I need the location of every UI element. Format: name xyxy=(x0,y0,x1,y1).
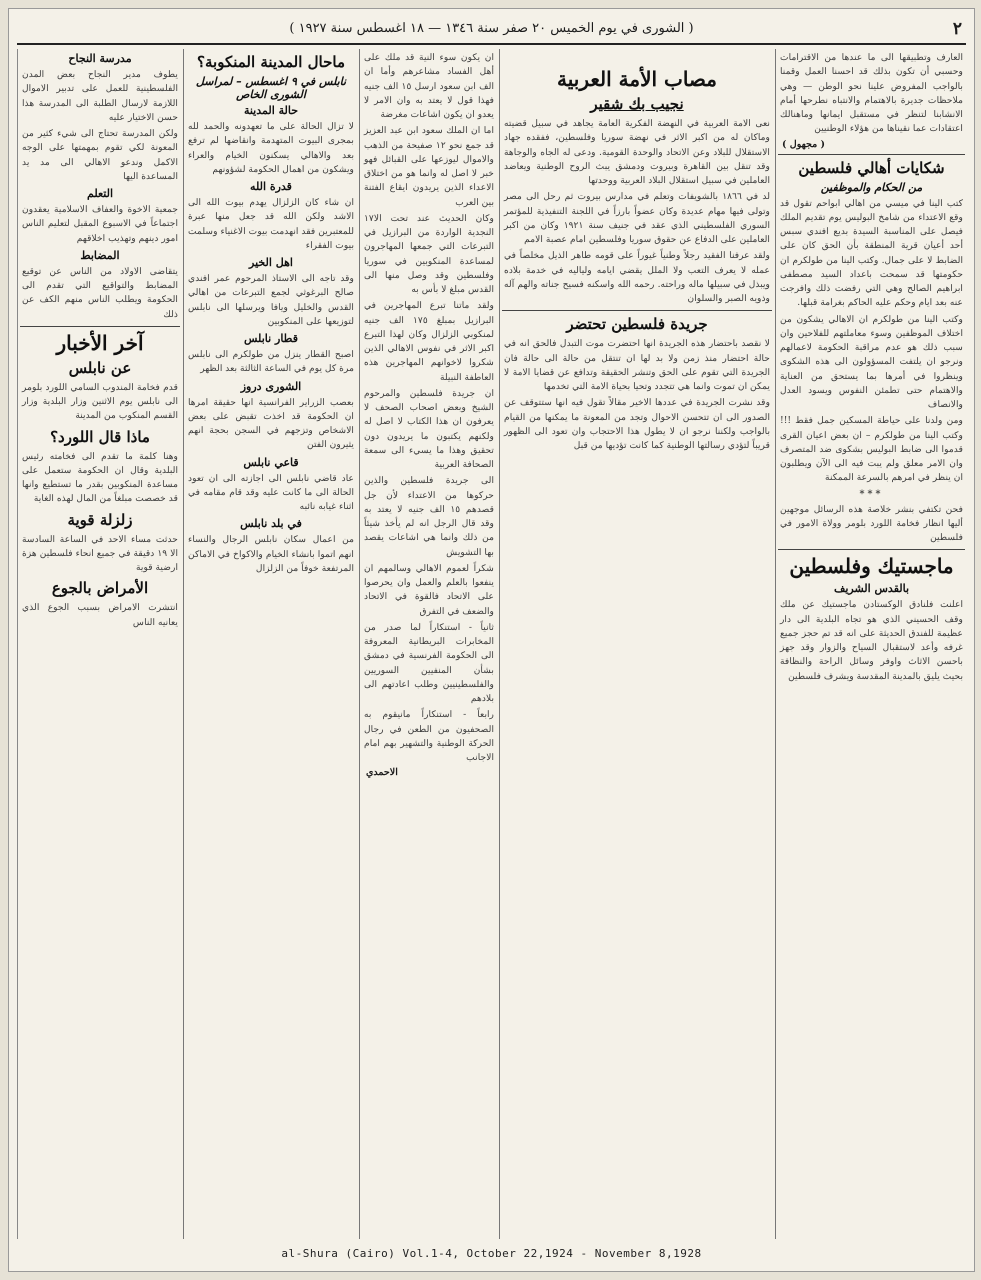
columns-frame xyxy=(17,49,967,1239)
col3-body9: رابعاً - استنكاراً مانيقوم به الصحفيون من الطعن في رجال الحركة الوطنية والتشهير بهم امام الاجانب xyxy=(364,709,494,763)
col1-intro: العارف وتطبيقها الى ما عندها من الاقترامات وحسبي أن تكون بذلك قد احسنا العمل وقمنا بالواجب المفروض علينا نحو الوطن — وهي ملاحظات جديرة بالاهتمام والانتباه نطرحها أمام الانشابنا لتنظر في مستقبل ايمانها وماهنالك اعتقادات عما نقيناها من هؤلاء الوطنيين xyxy=(780,52,963,135)
col2-headline: مصاب الأمة العربية xyxy=(557,67,717,91)
col3-body3: وكان الحديث عند تحت الا١٧ النجدية الواردة من البرازيل في التبرعات التي جمعها المهاجرون لمساعدة المنكوبين في سوريا وفلسطين وقد وصل منها الى القدس مبلغ لا بأس به xyxy=(364,212,494,295)
col3-body2: اما ان الملك سعود ابن عبد العزيز قد جمع نحو ١٢ صفيحة من الذهب والاموال ليوزعها على القبائل فهو خبر لا اصل له وانما هو من اختلاق الاعداء الذين يريدون ايقاع الفتنة بين العرب xyxy=(364,125,495,208)
col5-body2: ولكن المدرسة تحتاج الى شيء كثير من المعونة لكي تقوم بمهمتها على الوجه الاكمل وندعو الاهالي الى مد يد المساعدة اليها xyxy=(22,128,178,182)
date-header: ( الشورى في يوم الخميس ٢٠ صفر سنة ١٣٤٦ — ١٨ اغسطس سنة ١٩٢٧ ) xyxy=(289,21,694,36)
col1-body1: كتب الينا في ميسي من اهالي ابواحم تقول قد وقع الاعتداء من شامخ البوليس يوم تقديم الملك فيصل على المناسبة السيدة بديع افندي سبس أحد أعيان قرية المنطقة بأن الحق كان على الضابط لا على جمال. وكتب الينا من طولكرم ان حكومتها قد سمحت باعداد السيد مصطفى ابراهيم الصالح وهي التي رفضت ذلك وافرجت عنه بعد ايام وحكم عليه الحاكم بغرامة قبلها. xyxy=(780,197,963,309)
col1-body4: فحن تكتفي بنشر خلاصة هذه الرسائل موجهين أليها انظار فخامة اللورد بلومر وولاة الامور في فلسطين xyxy=(780,503,963,543)
column-4 xyxy=(184,49,358,1239)
col5-sec2: التعلم xyxy=(87,187,113,200)
col1-headline: شكايات أهالي فلسطين xyxy=(798,158,945,177)
col3-body8: ثانياً - استنكاراً لما صدر من المخابرات البريطانية المعروفة الى الحكومة الفرنسية في دمشق بشأن المنفيين السوريين والفلسطينيين وطلب اعادتهم الى بلادهم xyxy=(364,621,494,704)
archive-footer: al-Shura (Cairo) Vol.1-4, October 22,1924 - November 8,1928 xyxy=(281,1247,702,1260)
col5-body1: يطوف مدير النجاح بعض المدن الفلسطينية للعمل على تدبير الاموال اللازمة لارسال الطلبة الى المدرسة هذا حسن الاختيار عليه xyxy=(22,69,178,123)
col5-body3: جمعية الاخوة والعفاف الاسلامية يعقدون اجتماعاً في الاسبوع المقبل لتعليم الناس امور دينهم وتهذيب اخلاقهم xyxy=(22,204,178,244)
col1-body3: ومن ولدنا على حياطة المسكين جمل فقط !!! وكتب الينا من طولكرم – ان بعض اعيان القرى قدموا الى ضابط البوليس بشكوى ضد المتصرف وان الامر معلق ولم يبت فيه الى الآن ويطلبون ان ينظر في امرهم بالسرعة الممكنة xyxy=(780,415,963,484)
col4-sec3: اهل الخير xyxy=(249,256,293,269)
col5-body4: يتقاضى الاولاد من الناس عن توقيع المضابط والتواقيع التي تقدم الى الحكومة ويطلب الناس منهم الكف عن ذلك xyxy=(22,265,178,320)
col4-body6: عاد قاضي نابلس الى اجازته الى ان تعود الحالة الى ما كانت عليه وقد قام مقامه في اثناء غيابه نائبه xyxy=(188,472,354,512)
col4-sec1: حالة المدينة xyxy=(243,104,299,117)
col4-body7: من اعمال سكان نابلس الرجال والنساء انهم اتموا بانشاء الخيام والاكواخ في الاماكن المرتفعة خوفاً من الزلزال xyxy=(188,534,354,574)
col4-subhead: نابلس في ٩ اغسطس – لمراسل الشورى الخاص xyxy=(195,75,347,101)
column-5 xyxy=(18,49,182,1239)
col4-sec6: قاعي نابلس xyxy=(243,455,299,469)
col5-body6: وهنا كلمة ما تقدم الى فخامته رئيس البلدية وقال ان الحكومة ستعمل على مساعدة المنكوبين بقدر ما تستطيع وانها قد خصصت مبلغاً من المال لهذه الغاية xyxy=(22,450,178,505)
col3-body1: ان يكون سوء النية قد ملك على أهل الفساد مشاعرهم وأما ان الف ابن سعود ارسل ١٥ الف جنيه فهذا قول لا يعتد به وان الامر لا يعدو ان يكون اشاعات مغرضة xyxy=(364,52,495,120)
col4-sec4: قطار نابلس xyxy=(244,332,298,345)
col5-body5: قدم فخامة المندوب السامي اللورد بلومر الى نابلس يوم الاثنين وزار البلدية وزار القسم المنكوب من المدينة xyxy=(22,381,178,422)
col5-headline: آخر الأخبار xyxy=(56,330,144,355)
col4-body1: لا تزال الحالة على ما تعهدونه والحمد لله بمجرى البيوت المتهدمة وانقاضها لم ترفع بعد والاهالي يسكنون الخيام والعراء ويشكون من اهمال الحكومة لشؤونهم xyxy=(188,121,354,175)
newspaper-page xyxy=(8,8,975,1272)
col5-subhead: عن نابلس xyxy=(68,358,132,377)
col2-body3: ولقد عرفنا الفقيد رجلاً وطنياً غيوراً على قومه طاهر الذيل مخلصاً في عمله لا يعرف التعب ولا الملل يقضي ايامه ولياليه في خدمة بلاده ويبذل في سبيلها ماله وراحته. رحمه الله واسكنه فسيح جناته والهم آله وذويه الصبر والسلوان xyxy=(504,250,770,304)
column-1: العارف وتطبيقها الى ما عندها من الاقترامات وحسبي أن تكون بذلك قد احسنا العمل وقمنا بالواجب المفروض علينا نحو الوطن — وهي ملاحظات جديرة بالاهتمام والانتباه نطرحها أمام الانشابنا لتنظر في مستقبل ايمانها وماهنالك اعتقادات عما نقيناها من هؤلاء الوطنيين ( مجهول ) شكايات أهالي فلسطين من الحكام والموظفين كتب الينا في ميسي من اهالي ابواحم تقول قد وقع الاعتداء من شامخ البوليس يوم تقديم الملك فيصل على المناسبة السيدة بديع افندي سبس أحد أعيان قرية المنطقة بأن الحق كان على الضابط لا على جمال. وكتب الينا من طولكرم ان حكومتها قد سمحت باعداد السيد مصطفى ابراهيم الصالح وهي التي رفضت ذلك وافرجت عنه بعد ايام وحكم عليه الحاكم بغرامة قبلها. وكتب الينا من طولكرم ان الاهالي يشكون من اختلاف الموظفين وسوء معاملتهم للفلاحين وان سبب ذلك هو عدم مراقبة الحكومة لاعمالهم ونرجو ان يلتفت المسؤولون الى هذه الشكوى وينظروا في أمرها بما يستحق من العناية والاهتمام حتى تطمئن النفوس ويسود العدل والانصاف ومن ولدنا على حياطة المسكين جمل فقط !!! وكتب الينا من طولكرم – ان بعض اعيان القرى قدموا الى ضابط البوليس بشكوى ضد المتصرف وان الامر معلق ولم يبت فيه الى الآن ويطلبون ان ينظر في امرهم بالسرعة الممكنة *** فحن تكتفي بنشر خلاصة هذه الرسائل موجهين أليها انظار فخامة اللورد بلومر وولاة الامور في فلسطين ماجستيك وفلسطين بالقدس الشريف اعلنت فلنادق الوكستادن ماجستيك عن ملك وقف الحسيني الذي هو تجاه البلدية الى دار عظيمة للفندق الحديثة على انه قد تم حجز جميع غرفه وأعد لاستقبال السياح والزوار وقد جهز باحسن الاثاث واوفر وسائل الراحة والنظافة بحيث يليق بالمدينة المقدسة ويشرف فلسطين xyxy=(776,49,967,1239)
page-number: ٢ xyxy=(952,19,962,39)
col3-body5: ان جريدة فلسطين والمرحوم الشيخ وبعض اصحاب الصحف لا يعرفون ان هذا الكتاب لا اصل له ولكنهم يكتبون ما يريدون دون تحقيق وهذا ما يسيء الى سمعة الصحافة العربية xyxy=(364,387,494,470)
column-2 xyxy=(500,49,774,1239)
col4-body5: بعصب الزراير الفرانسية انها حقيقة امرها ان الحكومة قد اخذت تقبض على بعض الاشخاص وتزجهم في السجن بحجة انهم يثيرون الفتن xyxy=(188,396,354,451)
col1-headline2: ماجستيك وفلسطين xyxy=(789,554,954,579)
col1-subhead: من الحكام والموظفين xyxy=(820,180,923,194)
col5-body7: حدثت مساء الاحد في الساعة السادسة الا ١٩ دقيقة في جميع انحاء فلسطين هزة ارضية قوية xyxy=(22,533,179,573)
col2-body1: نعى الامة العربية في النهضة الفكرية العامة يجاهد في سبيل قضيته وماكان له من اكبر الاثر في نهضة سوريا وفلسطين، ففقده جهاد الاستقلال للبلاد وعن الاتحاد والوحدة القومية. ودعى له الجاه والوجاهة وقد تنقل بين القاهرة وبيروت ودمشق يبث الروح الوطنية ويعاضد العاملين في سبيل استقلال البلاد العربية ووحدتها xyxy=(504,118,770,186)
col5-headline3: زلزلة قوية xyxy=(67,510,133,529)
col4-sec7: في بلد نابلس xyxy=(240,517,302,531)
col2-subhead: نجيب بك شقير xyxy=(590,95,684,113)
col2-body2: لد في ١٨٦٦ بالشويفات وتعلم في مدارس بيروت ثم رحل الى مصر وتولى فيها مهام عديدة وكان عضواً بارزاً في اللجنة التنفيذية للمؤتمر السوري الفلسطيني الذي عقد في جنيف سنة ١٩٢١ وكان من اكبر العاملين على الدفاع عن حقوق سوريا وفلسطين امام عصبة الامم xyxy=(504,191,770,245)
col3-body6: الى جريدة فلسطين والذين حركوها من الاعتداء لأن جل قصدهم ١٥ الف جنيه لا يعتد به وقد قال الرجل انه لم يأخذ شيئاً من ذلك وانما هي اشاعات يقصد بها التشويش xyxy=(364,475,495,558)
col5-sec1: مدرسة النجاح xyxy=(68,52,132,65)
col1-subhead2: بالقدس الشريف xyxy=(833,582,910,596)
column-3 xyxy=(360,49,498,1239)
masthead xyxy=(17,17,966,45)
col1-signature: ( مجهول ) xyxy=(782,138,826,150)
col2-body4: لا نقصد باحتضار هذه الجريدة انها احتضرت موت التبدل فالحق انه في حالة احتضار منذ زمن ولا بد لها ان تنتقل من حالة الى حالة فان الجريدة التي تقوم على الحق وتنشر الحقيقة وتدافع عن قضايا الامة لا يمكن ان تموت وانما هي تتجدد وتحيا بحياة الامة التي تخدمها xyxy=(504,338,770,392)
col5-body8: انتشرت الامراض بسبب الجوع الذي يعانيه الناس xyxy=(22,602,178,628)
col2-body5: وقد نشرت الجريدة في عددها الاخير مقالاً تقول فيه انها ستتوقف عن الصدور الى ان تتحسن الاحوال وتجد من المعونة ما يمكنها من القيام بالواجب ولكننا نرجو ان لا يطول هذا الاحتجاب وان تعود الى الظهور قريباً لتؤدي رسالتها الوطنية كما كانت تؤديها من قبل xyxy=(504,397,770,451)
col5-headline2: ماذا قال اللورد؟ xyxy=(50,427,150,446)
col4-body2: ان شاء كان الزلزال يهدم بيوت الله الى الاشد ولكن الله قد جعل منها عبرة للمعتبرين فقد انهدمت بيوت الاغنياء وسلمت بيوت الفقراء xyxy=(188,197,354,251)
col2-headline2: جريدة فلسطين تحتضر xyxy=(566,315,708,334)
col1-body5: اعلنت فلنادق الوكستادن ماجستيك عن ملك وقف الحسيني الذي هو تجاه البلدية الى دار عظيمة للفندق الحديثة على انه قد تم حجز جميع غرفه وأعد لاستقبال السياح والزوار وقد جهز باحسن الاثاث واوفر وسائل الراحة والنظافة بحيث يليق بالمدينة المقدسة ويشرف فلسطين xyxy=(780,599,963,682)
col4-sec5: الشورى دروز xyxy=(240,379,302,393)
col4-sec2: قدرة الله xyxy=(250,180,292,193)
col1-body2: وكتب الينا من طولكرم ان الاهالي يشكون من اختلاف الموظفين وسوء معاملتهم للفلاحين وان سبب ذلك هو عدم مراقبة الحكومة لاعمالهم ونرجو ان يلتفت المسؤولون الى هذه الشكوى وينظروا في أمرها بما يستحق من العناية والاهتمام حتى تطمئن النفوس ويسود العدل والانصاف xyxy=(780,313,963,410)
col4-body3: وقد تاجه الى الاستاذ المرحوم عمر افندي صالح البرغوثي لجمع التبرعات من اهالي القدس والخليل ويافا ويرسلها الى نابلس لتوزيعها على المنكوبين xyxy=(188,273,354,327)
col5-headline4: الأمراض بالجوع xyxy=(51,579,149,598)
col5-sec3: المضابط xyxy=(80,248,120,262)
col3-body7: شكراً لعموم الاهالي وسالمهم ان ينفعوا بالعلم والعمل وان يحرصوا على الاتحاد فالقوة في الاتحاد والضعف في التفرق xyxy=(364,562,494,617)
col4-headline: ماحال المدينة المنكوبة؟ xyxy=(197,53,345,71)
col3-body4: ولقد ماتنا تبرع المهاجرين في البرازيل بمبلغ ١٧٥ الف جنيه لمنكوبي الزلزال وكان لهذا التبرع اكبر الاثر في نفوس الاهالي الذين شكروا لاخوانهم المهاجرين هذه العاطفة النبيلة xyxy=(364,300,494,383)
col3-signature: الاحمدي xyxy=(366,767,398,779)
col4-body4: اصبح القطار ينزل من طولكرم الى نابلس مرة كل يوم في الساعة الثالثة بعد الظهر xyxy=(188,349,354,375)
